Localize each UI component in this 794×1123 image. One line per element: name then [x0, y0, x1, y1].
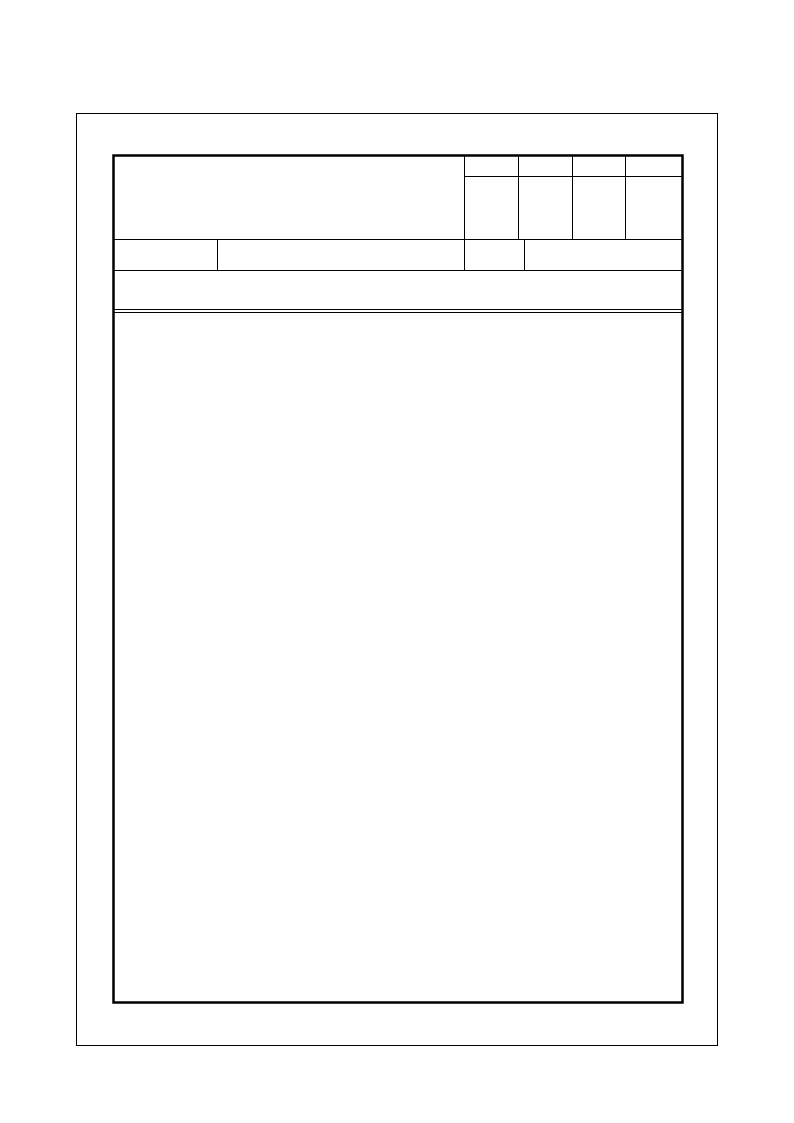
column-header-remarks	[594, 271, 682, 309]
column-header-notes-receivable	[443, 271, 518, 309]
column-header-client	[114, 271, 184, 309]
column-header-other-receivables	[519, 271, 593, 309]
document-title	[114, 157, 464, 239]
date-label	[114, 240, 217, 270]
department-value[interactable]	[525, 240, 682, 270]
column-header-received	[252, 271, 351, 309]
date-value[interactable]	[218, 240, 464, 270]
column-header-sales	[185, 271, 251, 309]
department-label	[465, 240, 524, 270]
column-header-credit-sales	[352, 271, 442, 309]
